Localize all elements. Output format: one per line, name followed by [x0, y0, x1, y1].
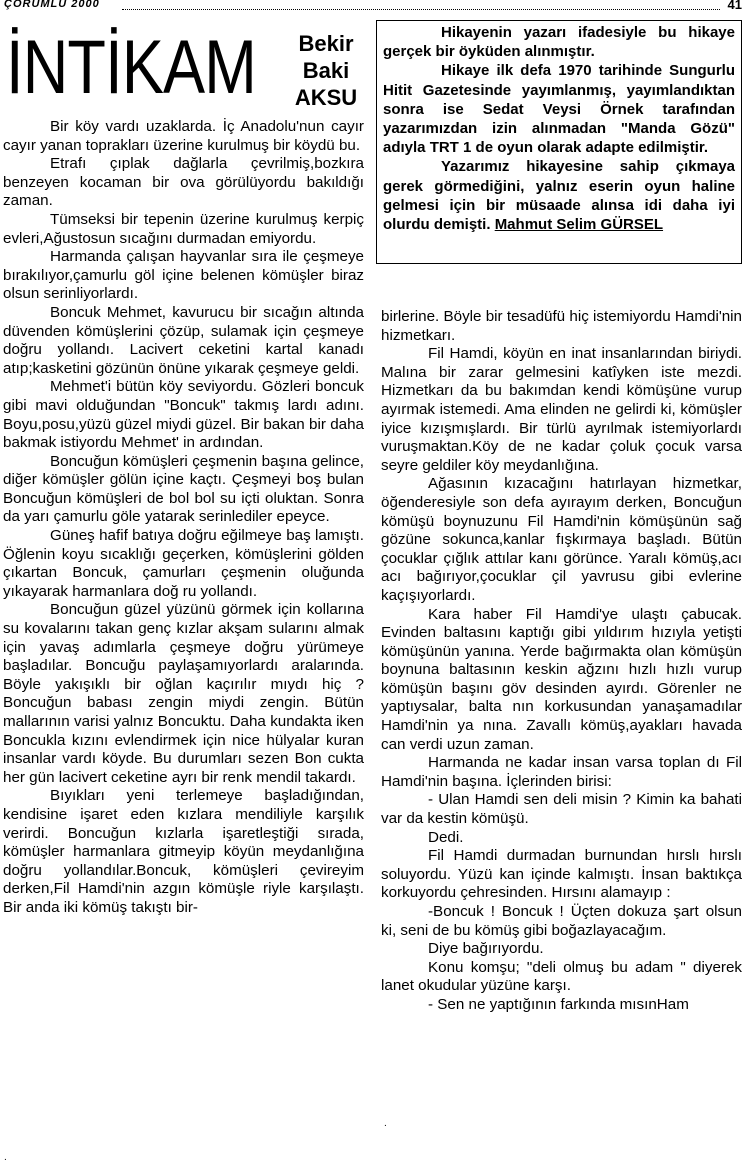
body-paragraph: - Ulan Hamdi sen deli misin ? Kimin ka bahati var da kestin kömüşü. [381, 791, 742, 828]
body-paragraph: Konu komşu; "deli olmuş bu adam " diyerek lanet okudular yüzüne karşı. [381, 958, 742, 995]
body-paragraph: Boncuğun kömüşleri çeşmenin başına gelince, diğer kömüşler gölün içine kaçtı. Çeşmeyi boş bulan Boncuğun kömüşleri de bol bol su içti oluktan. Sonra da yarı çamurlu göle yatarak serinlediler epeyce. [3, 452, 364, 526]
author-name [284, 30, 368, 111]
author-surname: AKSU [294, 85, 358, 110]
body-paragraph: Mehmet'i bütün köy seviyordu. Gözleri boncuk gibi mavi olduğundan "Boncuk" takmış lardı adını. Boyu,posu,yüzü güzel miydi güzel. Bir bakan bir daha bakmak istiyordu Mehmet' in ardından. [3, 378, 364, 452]
body-paragraph: Diye bağırıyordu. [428, 940, 544, 958]
body-paragraph: Kara haber Fil Hamdi'ye ulaştı çabucak. Evinden baltasını kaptığı gibi yıldırım hızıyla yetişti kömüşünün yanına. Yerde bağırmakta olan kömüşün boynuna baltasının keskin ağzını hızlı hızlı vurup kömüşün başını göv desinden ayırdı. Görenler ne yaptıysalar, balta nın korkusundan yanaşamadılar Hamdi'nin ya nına. Zavallı kömüş,ayakları havada can verdi uzun zaman. [381, 605, 742, 753]
body-paragraph: Harmanda çalışan hayvanlar sıra ile çeşmeye bırakılıyor,çamurlu göl içine belenen kömüşler biraz olsun serinliyorlardı. [3, 248, 364, 303]
author-first-name: Bekir [298, 31, 354, 56]
editor-note-box [376, 20, 742, 264]
body-paragraph: Güneş hafif batıya doğru eğilmeye baş lamıştı. Öğlenin koyu sıcaklığı geçerken, kömüşlerini gölden çıkartan Boncuk, çamurları çeşmenin oluğunda yıkayarak harmanlara doğ ru yollandı. [3, 527, 364, 600]
note-paragraph-text: Yazarımız hikayesine sahip çıkmaya gerek görmediğini, yalnız eserin oyun haline gelmesi için bir müsaade alınsa idi daha iyi olurdu demişti. [383, 158, 735, 234]
right-text-column [381, 308, 742, 1015]
body-paragraph: Ağasının kızacağını hatırlayan hizmetkar, öğenderesiyle son defa ayırayım derken, Boncuğun kömüşü boynuzunu Fil Hamdi'nin kömüşünün sağ gözüne sokunca,kanlar fışkırmaya başladı. Bütün çocuklar çığlık attılar kanı görünce. Yaralı kömüş,acı acı bağırıyor,çocuklar çil yavrusu gibi evlerine kaçışıyorlardı. [381, 475, 742, 604]
body-paragraph: - Sen ne yaptığının farkında mısınHam [428, 995, 689, 1013]
body-paragraph: Dedi. [428, 828, 464, 846]
header-dotted-rule [122, 9, 720, 10]
body-paragraph: Fil Hamdi durmadan burnundan hırslı hırslı soluyordu. Yüzü kan içinde kalmıştı. İnsan baktıkça korkuyordu çehresinden. Hırsını alamayıp : [381, 847, 742, 902]
note-paragraph: Hikaye ilk defa 1970 tarihinde Sungurlu Hitit Gazetesinde yayımlanmış, yayımlandıktan sonra ise Sedat Veysi Örnek tarafından yazarımızdan izin alınmadan "Manda Gözü" adıyla TRT 1 de oyun olarak adapte edilmiştir. [383, 62, 735, 157]
body-paragraph: Boncuk Mehmet, kavurucu bir sıcağın altında düvenden kömüşlerini çözüp, sulamak için çeşmeye doğru yollandı. Lacivert ceketini kartal kanadı atıp;kasketini gözünün önüne yıkarak çeşmeye geldi. [3, 303, 364, 377]
body-paragraph: Tümseksi bir tepenin üzerine kurulmuş kerpiç evleri,Ağustosun sıcağını durmadan emiyordu. [3, 210, 364, 247]
body-paragraph: birlerine. Böyle bir tesadüfü hiç istemiyordu Hamdi'nin hizmetkarı. [381, 308, 742, 344]
left-text-column [3, 118, 364, 918]
body-paragraph: Bıyıkları yeni terlemeye başladığından, kendisine işaret eden kızlara mendiliyle karşılık verirdi. Boncuğun kızlarla işaretleştiği sırada, kömüşler harmanlara gitmeyip köyün meydanlığına doğru yollandılar.Boncuk, kömüşleri çevireyim derken,Fil Hamdi'nin azgın kömüşle riyle karşılaştı. Bir anda iki kömüş takıştı bir- [3, 787, 364, 916]
body-paragraph: Bir köy vardı uzaklarda. İç Anadolu'nun cayır cayır yanan toprakları üzerine kurulmuş bir köydü bu. [3, 118, 364, 154]
page-number: 41 [727, 0, 742, 12]
body-paragraph: Boncuğun güzel yüzünü görmek için kollarına su kovalarını takan genç kızlar akşam sularını almak için yavaş adımlarla çeşmeye doğru yürümeye başladılar. Boncuğu paylaşamıyorlardı aralarında. Böyle yakışıklı bir oğlan kaçırılır mıydı hiç ? Boncuğun babası zengin miydi zengin. Bütün mallarının varisi yalnız Boncuktu. Daha kundakta iken Boncukla kızını evlendirmek için nice hülyalar kuran insanlar vardı köyde. Bu durumları sezen Bon cukta her gün lacivert ceketine ayrı bir renk mendil takardı. [3, 601, 364, 786]
story-title: İNTİKAM [6, 25, 257, 110]
note-signature: Mahmut Selim GÜRSEL [494, 216, 664, 234]
stray-mark: . [4, 1152, 7, 1163]
stray-mark: . [384, 1118, 387, 1129]
body-paragraph: -Boncuk ! Boncuk ! Üçten dokuza şart olsun ki, seni de bu kömüş gibi boğazlayacağım. [381, 903, 742, 939]
body-paragraph: Etrafı çıplak dağlarla çevrilmiş,bozkıra benzeyen kocaman bir ova görülüyordu bakıldığı zaman. [3, 155, 364, 210]
body-paragraph: Harmanda ne kadar insan varsa toplan dı Fil Hamdi'nin başına. İçlerinden birisi: [381, 754, 742, 790]
publication-header: ÇORUMLU 2000 [4, 0, 100, 10]
body-paragraph: Fil Hamdi, köyün en inat insanlarından biriydi. Malına bir zarar gelmesini katîyken iste mezdi. Hizmetkarı da bu bakımdan kendi kömüşüne vurup ayırmak istemedi. Ama elinden ne gelirdi ki, kömüşler iyice kızışmışlardı. Bir türlü ayrılmak istemiyorlardı vuruşmaktan.Köy de ne kadar çoluk çocuk varsa seyre geldiler köy meydanlığına. [381, 345, 742, 474]
note-paragraph [383, 157, 735, 234]
note-paragraph: Hikayenin yazarı ifadesiyle bu hikaye gerçek bir öyküden alınmıştır. [383, 24, 735, 61]
author-middle-name: Baki [302, 58, 350, 83]
